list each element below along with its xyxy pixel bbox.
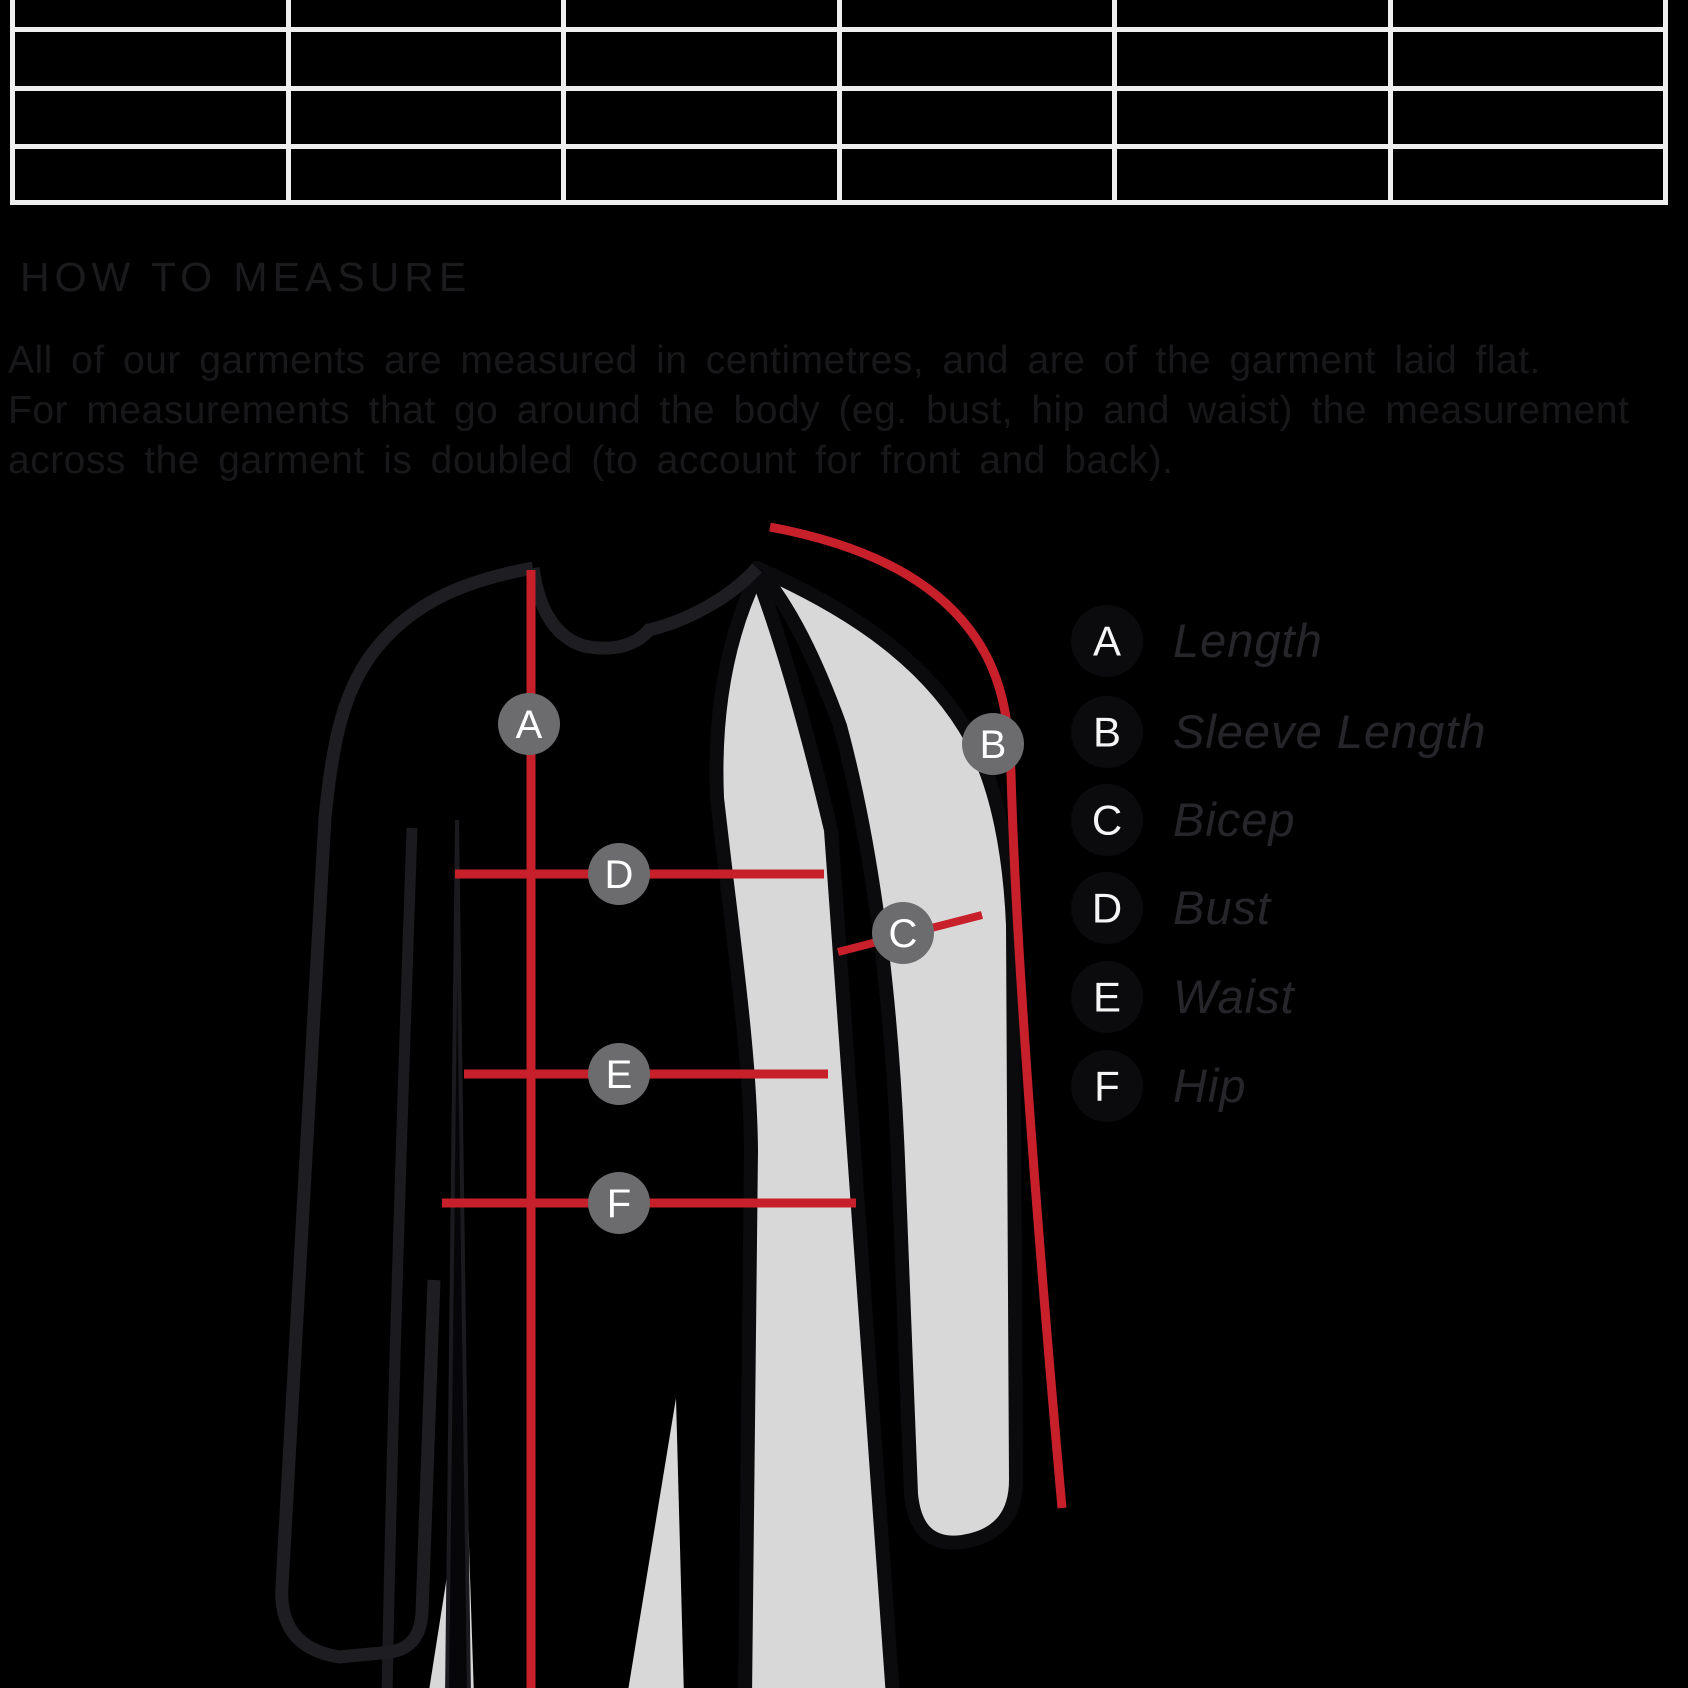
- marker-letter-d: D: [604, 853, 634, 897]
- measure-marker-c: [872, 902, 934, 964]
- coat-side-edge: [387, 828, 412, 1688]
- legend-label-length: Length: [1173, 614, 1323, 667]
- measure-marker-e: [588, 1043, 650, 1105]
- legend-item-hip: [1071, 1050, 1247, 1122]
- legend-label-hip: Hip: [1173, 1059, 1247, 1112]
- measure-marker-a: [498, 693, 560, 755]
- measure-marker-d: [588, 843, 650, 905]
- marker-letter-f: F: [606, 1182, 632, 1226]
- legend-label-bicep: Bicep: [1173, 793, 1296, 846]
- legend: [1071, 605, 1487, 1122]
- marker-letter-c: C: [888, 912, 918, 956]
- measure-marker-f: [588, 1172, 650, 1234]
- legend-item-bicep: [1071, 784, 1296, 856]
- coat-front-edge-spike: [447, 820, 469, 1688]
- legend-item-sleeve-length: [1071, 696, 1487, 768]
- legend-label-sleeve-length: Sleeve Length: [1173, 705, 1487, 758]
- measure-marker-b: [962, 713, 1024, 775]
- marker-letter-b: B: [979, 723, 1007, 767]
- legend-item-waist: [1071, 961, 1296, 1033]
- paragraph-line-3: across the garment is doubled (to account for front and back).: [8, 439, 1174, 482]
- coat-lining-sliver: [627, 1398, 684, 1688]
- legend-letter-f: F: [1094, 1062, 1120, 1110]
- marker-letter-a: A: [515, 703, 543, 747]
- legend-item-bust: [1071, 872, 1272, 944]
- paragraph-line-1: All of our garments are measured in centimetres, and are of the garment laid flat.: [8, 339, 1541, 382]
- legend-label-bust: Bust: [1173, 881, 1272, 934]
- paragraph-line-2: For measurements that go around the body (eg. bust, hip and waist) the measurement: [8, 389, 1630, 432]
- legend-letter-a: A: [1092, 617, 1122, 665]
- legend-label-waist: Waist: [1173, 970, 1295, 1023]
- legend-letter-c: C: [1091, 796, 1123, 844]
- legend-item-length: [1071, 605, 1323, 677]
- coat-neckline-outline: [533, 568, 757, 648]
- how-to-measure-heading: HOW TO MEASURE: [20, 254, 472, 300]
- marker-letter-e: E: [605, 1053, 633, 1097]
- legend-letter-d: D: [1091, 884, 1123, 932]
- legend-letter-e: E: [1092, 973, 1122, 1021]
- legend-letter-b: B: [1092, 708, 1122, 756]
